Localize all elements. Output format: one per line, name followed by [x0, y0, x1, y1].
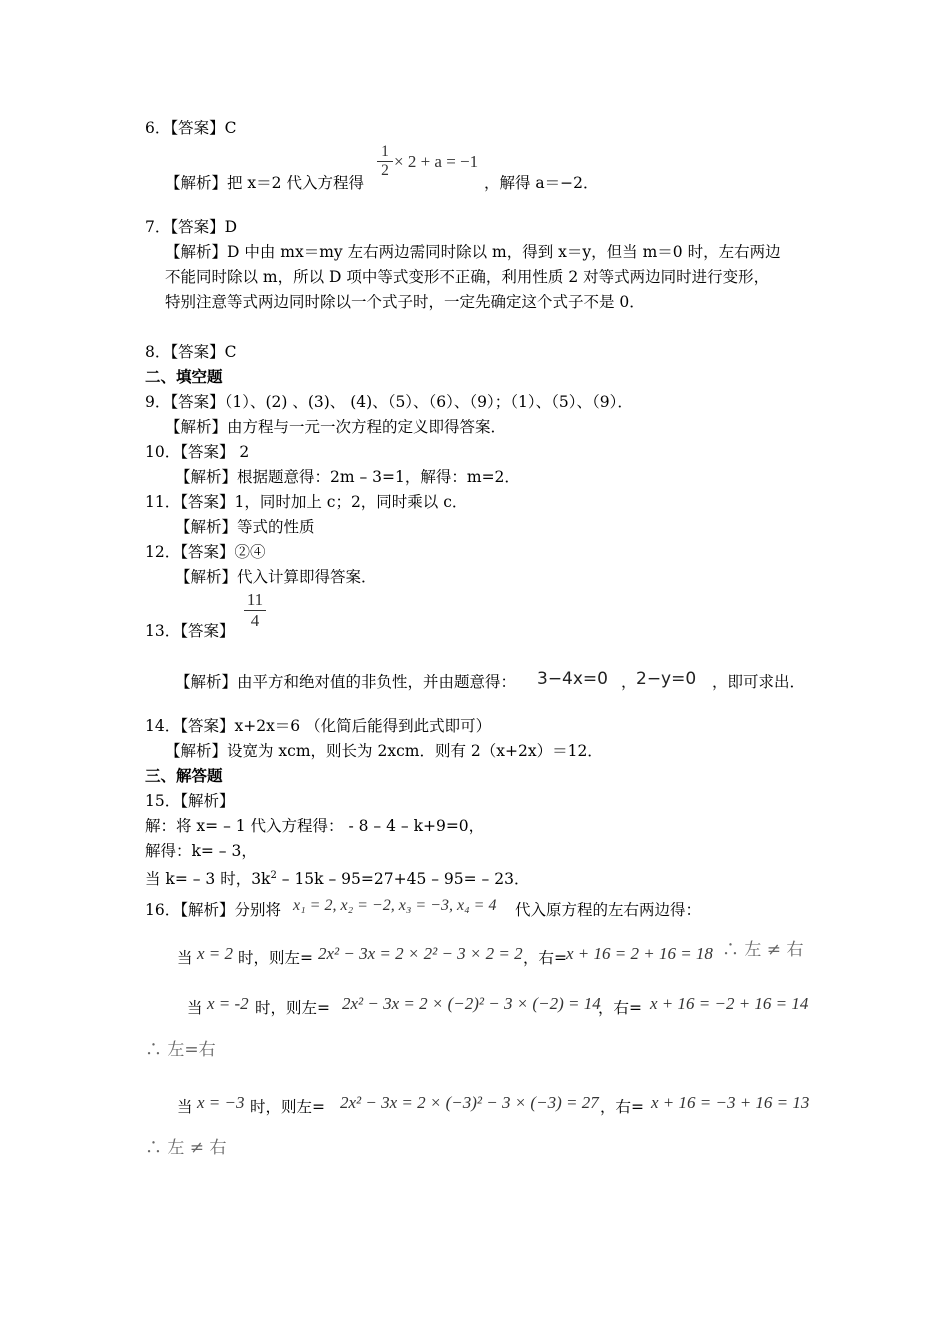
q16-case2-x: x = -2 — [207, 994, 249, 1013]
q12-explanation: 【解析】代入计算即得答案． — [175, 568, 377, 586]
q13-explanation-prefix: 【解析】由平方和绝对值的非负性，并由题意得： — [175, 673, 517, 691]
q16-case1-right: x + 16 = 2 + 16 = 18 — [566, 944, 713, 963]
q16-case1-conclusion: ∴ 左 ≠ 右 — [722, 940, 804, 960]
q7-explanation-line3: 特别注意等式两边同时除以一个式子时，一定先确定这个式子不是 0． — [165, 293, 645, 311]
q15-line3-b: – 15k – 95=27+45 – 95= – 23． — [276, 870, 530, 889]
q10-explanation: 【解析】根据题意得：2m – 3=1，解得：m=2． — [175, 468, 520, 486]
q12-answer: 12．【答案】②④ — [145, 543, 266, 561]
q15-line1: 解：将 x= – 1 代入方程得： - 8 – 4 – k+9=0， — [145, 817, 485, 835]
q16-case1-x: x = 2 — [197, 944, 234, 963]
q16-case3-x: x = −3 — [197, 1093, 245, 1112]
q16-case3-right-label: ，右= — [600, 1098, 644, 1116]
q11-explanation: 【解析】等式的性质 — [175, 518, 315, 536]
q15-line2: 解得：k= – 3， — [145, 842, 257, 860]
q10-answer: 10．【答案】 2 — [145, 443, 250, 461]
q16-case3-when: 当 — [177, 1098, 193, 1116]
q16-case2-conclusion: ∴ 左=右 — [145, 1040, 216, 1060]
q6-fraction — [377, 143, 393, 180]
q13-answer: 13．【答案】 — [145, 622, 235, 640]
q14-answer: 14．【答案】x+2x＝6 （化简后能得到此式即可） — [145, 717, 492, 735]
q13-explanation-suffix: ，即可求出． — [712, 673, 806, 691]
q16-case3-conclusion: ∴ 左 ≠ 右 — [145, 1138, 227, 1158]
q11-answer: 11．【答案】1，同时加上 c；2，同时乘以 c． — [145, 493, 468, 511]
q16-heading: 16．【解析】分别将 — [145, 901, 281, 919]
q16-case3-left: 2x² − 3x = 2 × (−3)² − 3 × (−3) = 27 — [340, 1093, 599, 1112]
q15-line3-a: 当 k= – 3 时，3k — [145, 870, 271, 889]
q16-case1-right-label: ，右= — [523, 949, 567, 967]
q7-answer: 7．【答案】D — [145, 218, 238, 236]
q13-equation-1: 3−4x=0 — [537, 669, 608, 689]
q6-explanation-suffix: ，解得 a＝−2． — [484, 174, 599, 192]
q16-case3-right: x + 16 = −3 + 16 = 13 — [651, 1093, 810, 1112]
q16-case3-then: 时，则左= — [250, 1098, 325, 1116]
q16-case1-when: 当 — [177, 949, 193, 967]
q16-case1-then: 时，则左= — [238, 949, 313, 967]
q7-explanation-line1: 【解析】D 中由 mx＝my 左右两边需同时除以 m，得到 x＝y，但当 m＝0 时，左右两边 — [165, 243, 781, 261]
q13-comma: ， — [621, 673, 637, 691]
q7-explanation-line2: 不能同时除以 m，所以 D 项中等式变形不正确，利用性质 2 对等式两边同时进行变形， — [165, 268, 770, 286]
q16-case2-right: x + 16 = −2 + 16 = 14 — [650, 994, 809, 1013]
section-fill-in-heading: 二、填空题 — [145, 367, 223, 386]
q16-case2-when: 当 — [187, 999, 203, 1017]
q6-frac-den: 2 — [377, 161, 393, 180]
q16-roots: x₁ = 2, x₂ = −2, x₃ = −3, x₄ = 4 — [293, 897, 497, 914]
q9-answer: 9．【答案】（1）、(2) 、(3)、 (4)、（5）、（6）、（9）；（1）、（5）、（9）． — [145, 393, 633, 411]
q8-answer: 8．【答案】C — [145, 343, 237, 361]
q16-case2-then: 时，则左= — [255, 999, 330, 1017]
q9-explanation: 【解析】由方程与一元一次方程的定义即得答案． — [165, 418, 507, 436]
q15-line3 — [145, 866, 529, 889]
q6-explanation-prefix: 【解析】把 x＝2 代入方程得 — [165, 174, 364, 192]
q16-case2-right-label: ，右= — [598, 999, 642, 1017]
q16-heading-tail: 代入原方程的左右两边得： — [515, 901, 702, 919]
q14-explanation: 【解析】设宽为 xcm，则长为 2xcm．则有 2（x+2x）＝12． — [165, 742, 603, 760]
q16-case1-left: 2x² − 3x = 2 × 2² − 3 × 2 = 2 — [318, 944, 523, 963]
q13-frac-den: 4 — [244, 610, 266, 631]
q13-frac-num: 11 — [246, 590, 264, 609]
q15-heading: 15．【解析】 — [145, 792, 235, 810]
q13-fraction — [244, 590, 266, 631]
q16-case2-left: 2x² − 3x = 2 × (−2)² − 3 × (−2) = 14 — [342, 994, 601, 1013]
q6-frac-num: 1 — [381, 143, 389, 160]
q13-equation-2: 2−y=0 — [636, 669, 697, 689]
q6-equation: × 2 + a = −1 — [394, 152, 479, 171]
q6-answer: 6．【答案】C — [145, 119, 237, 137]
section-solution-heading: 三、解答题 — [145, 766, 223, 785]
q15-line3-sup: 2 — [270, 870, 277, 881]
